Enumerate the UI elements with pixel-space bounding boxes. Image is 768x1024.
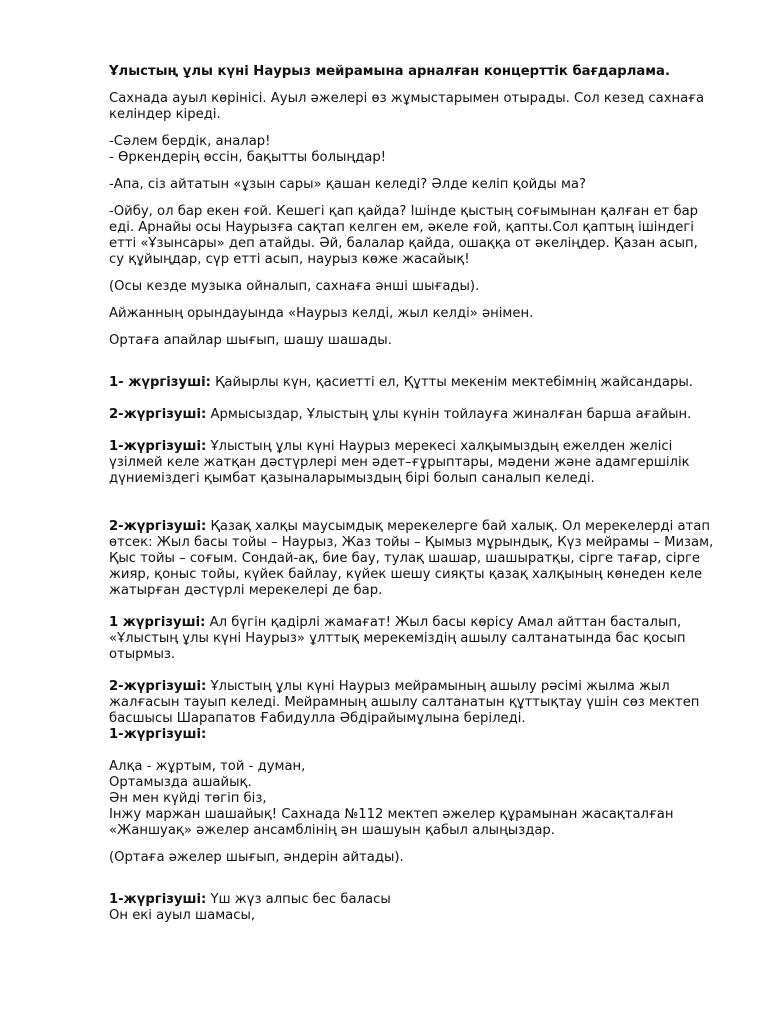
music-note: (Осы кезде музыка ойналып, сахнаға әнші шығады).	[109, 279, 480, 294]
speaker-label: 2-жүргізуші:	[109, 407, 207, 422]
speaker-text: Ұлыстың ұлы күні Наурыз мейрамының ашылу рәсімі жылма жыл жалғасын тауып келеді. Мейрамның ашылу салтанатын құттықтау үшін сөз мектеп басшысы Шарапатов Ғабидулла Әбдірайымұлына беріледі.	[109, 679, 700, 726]
speaker-label: 1-жүргізуші:	[109, 439, 207, 454]
poem-line: Ортамызда ашайық.	[109, 775, 252, 790]
host1-paragraph	[109, 375, 717, 391]
dance-note: Ортаға апайлар шығып, шашу шашады.	[109, 333, 392, 348]
greeting-line-2: - Өркендерің өссін, бақытты болыңдар!	[109, 150, 386, 165]
poem-line: Алқа - жұртым, той - думан,	[109, 759, 306, 774]
document-page	[109, 64, 717, 924]
song-note: Айжанның орындауында «Наурыз келді, жыл келді» әнімен.	[109, 306, 534, 321]
answer-paragraph: -Ойбу, ол бар екен ғой. Кешегі қап қайда? Ішінде қыстың соғымынан қалған ет бар еді. Арнайы осы Наурызға сақтап келген ем, әкеле ғой, қапты.Сол қаптың ішіндегі етті «Ұзынсары» деп атайды. Әй, балалар қайда, ошаққа от әкеліңдер. Қазан асып, су құйыңдар, сүр етті асып, наурыз көже жасайық!	[109, 204, 699, 267]
last-line: Он екі ауыл шамасы,	[109, 908, 256, 923]
host1b-paragraph	[109, 439, 717, 487]
host1d-label: 1-жүргізуші:	[109, 727, 207, 742]
speaker-label: 2-жүргізуші:	[109, 679, 207, 694]
greeting-line-1: -Сәлем бердік, аналар!	[109, 134, 271, 149]
host1e-paragraph	[109, 892, 717, 908]
question-paragraph: -Апа, сіз айтатын «ұзын сары» қашан келеді? Әлде келіп қойды ма?	[109, 177, 586, 192]
speaker-label: 1 жүргізуші:	[109, 615, 206, 630]
document-title: Ұлыстың ұлы күні Наурыз мейрамына арналған концерттік бағдарлама.	[109, 64, 670, 79]
intro-paragraph: Сахнада ауыл көрінісі. Ауыл әжелері өз жұмыстарымен отырады. Сол кезед сахнаға келіндер кіреді.	[109, 91, 705, 122]
speaker-label: 1-жүргізуші:	[109, 892, 207, 907]
elders-note: (Ортаға әжелер шығып, әндерін айтады).	[109, 850, 404, 865]
poem-block	[109, 759, 717, 839]
poem-line: Інжу маржан шашайық! Сахнада №112 мектеп әжелер құрамынан жасақталған «Жаншуақ» әжелер ансамблінің ән шашуын қабыл алыңыздар.	[109, 807, 674, 838]
host2-paragraph	[109, 407, 717, 423]
speaker-text: Ұлыстың ұлы күні Наурыз мерекесі халқымыздың ежелден желісі үзілмей келе жатқан дәстүрлері мен әдет–ғұрыптары, мәдени және адамгершілік дүниеміздегі қымбат қазыналарымыздың бірі болып саналып келеді.	[109, 439, 690, 486]
speaker-text: Қазақ халқы маусымдық мерекелерге бай халық. Ол мерекелерді атап өтсек: Жыл басы тойы – Наурыз, Жаз тойы – Қымыз мұрындық, Күз мейрамы – Мизам, Қыс тойы – соғым. Сондай-ақ, бие бау, тулақ шашар, шашыратқы, сірге тағар, сірге жияр, қоныс тойы, күйек байлау, күйек шешу сияқты қазақ халқының көнеден келе жатырған дәстүрлі мерекелері де бар.	[109, 519, 714, 598]
speaker-text: Үш жүз алпыс бес баласы	[206, 892, 391, 907]
host2b-paragraph	[109, 519, 717, 599]
speaker-text: Қайырлы күн, қасиетті ел, Құтты мекенім мектебімнің жайсандары.	[210, 375, 693, 390]
speaker-text: Ал бүгін қадірлі жамағат! Жыл басы көрісу Амал айттан басталып, «Ұлыстың ұлы күні Наурыз» ұлттық мерекеміздің ашылу салтанатында бас қосып отырмыз.	[109, 615, 686, 662]
speaker-label: 2-жүргізуші:	[109, 519, 207, 534]
speaker-text: Армысыздар, Ұлыстың ұлы күнін тойлауға жиналған барша ағайын.	[206, 407, 692, 422]
greeting-block	[109, 134, 717, 166]
poem-line: Ән мен күйді төгіп біз,	[109, 791, 267, 806]
host1c-paragraph	[109, 615, 717, 663]
speaker-label: 1- жүргізуші:	[109, 375, 211, 390]
host2c-paragraph	[109, 679, 717, 727]
